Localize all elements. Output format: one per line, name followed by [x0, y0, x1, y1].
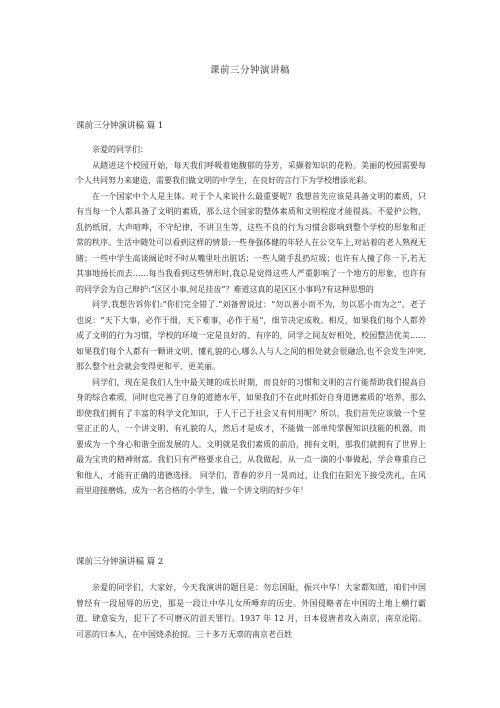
paragraph: 从踏进这个校园开始，每天我们呼吸着她馥郁的芬芳，采撷着知识的花粉。美丽的校园需要每个人共同努力来建造，需要我们做文明的中学生，在良好的言行下为学校增添光彩。 — [76, 160, 426, 185]
paragraph: 同学们，现在是我们人生中最关键的成长时期，而良好的习惯和文明的言行能帮助我们提高自身的综合素质，同时也完善了自身的道德水平，如果我们不在此时抓好自身道德素质的'培养，那么即使我们拥有了丰富的科学文化知识，于人于己于社会又有何用呢？所以，我们首先应该做一个堂堂正正的人，一个讲文明、有礼貌的人，然后才是成才，不能做一部单纯掌握知识技能的机器，而要成为一个身心和谐全面发展的人。文明就是我们素质的前沿，拥有文明，那我们就拥有了世界上最为宝贵的精神财富。我们只有严格要求自己，从我做起，从一点一滴的小事做起，学会尊重自己和他人，才能有正确的道德选择。 同学们，青春的岁月一晃而过，让我们在阳光下接受洗礼，在风雨里迎接磨炼，成为一名合格的小学生，做一个讲文明的好少年！ — [76, 377, 426, 495]
section-body-2 — [76, 580, 426, 642]
paragraph: 亲爱的同学们，大家好，今天我演讲的题目是：勿忘国耻，振兴中华！大家都知道，咱们中国曾经有一段屈辱的历史，那是一段让中华儿女所唾弃的历史。外国侵略者在中国的土地上横行霸道、肆意妄为，犯下了不可磨灭的滔天罪行。1937 年 12 月，日本侵唐者攻入南京，南京沦陷。可恶的日本人，在中国烧杀抢掠。三十多万无辜的南京老百姓 — [76, 583, 426, 639]
paragraph: 亲爱的同学们： — [92, 145, 148, 154]
section-heading-2: 课前三分钟演讲稿 篇 2 — [76, 557, 164, 567]
section-heading-1: 课前三分钟演讲稿 篇 1 — [76, 121, 164, 131]
paragraph: 在一个国家中个人是主体。对于个人来说什么最重要呢？我想首先应该是具备文明的素质，只有当每一个人都具备了文明的素质，那么这个国家的整体素质和文明程度才能提高。不爱护公物，乱扔纸屑，大声喧哗，不守纪律，不讲卫生等，这些不良的行为习惯会影响到整个学校的形象和正常的秩序。生活中随处可以看到这样的情景:一些身强体健的年轻人在公交车上,对站着的老人熟视无睹；一些中学生高谈阔论时不时从嘴里吐出脏话；一些人随手乱扔垃圾；也许有人撞了你一下,若无其事地扬长而去……每当我看到这些情形时,我总是觉得这些人严重影响了一个地方的形象，也许有的同学会为自己辩护:“区区小事,何足挂齿”？难道这真的是区区小事吗?有这种思想的 — [76, 191, 426, 294]
document-title: 课前三分钟演讲稿 — [209, 65, 290, 76]
paragraph: 同学,我想告诉你们:“你们完全错了.”刘备曾说过：“勿以善小而不为，勿以恶小而为之”，老子也说：“天下大事，必作于细，天下难事，必作于易”，细节决定成败。相反，如果我们每个人都养成了文明的行为习惯，学校的环境一定是良好的、有序的，同学之间友好相处，校园整洁优美……如果我们每个人都有一颗讲文明、懂礼貌的心,哪么人与人之间的相处就会很融洽,也不会发生冲突,那么整个社会就会变得更和平、更美丽。 — [76, 300, 426, 371]
section-body-1 — [76, 142, 426, 499]
